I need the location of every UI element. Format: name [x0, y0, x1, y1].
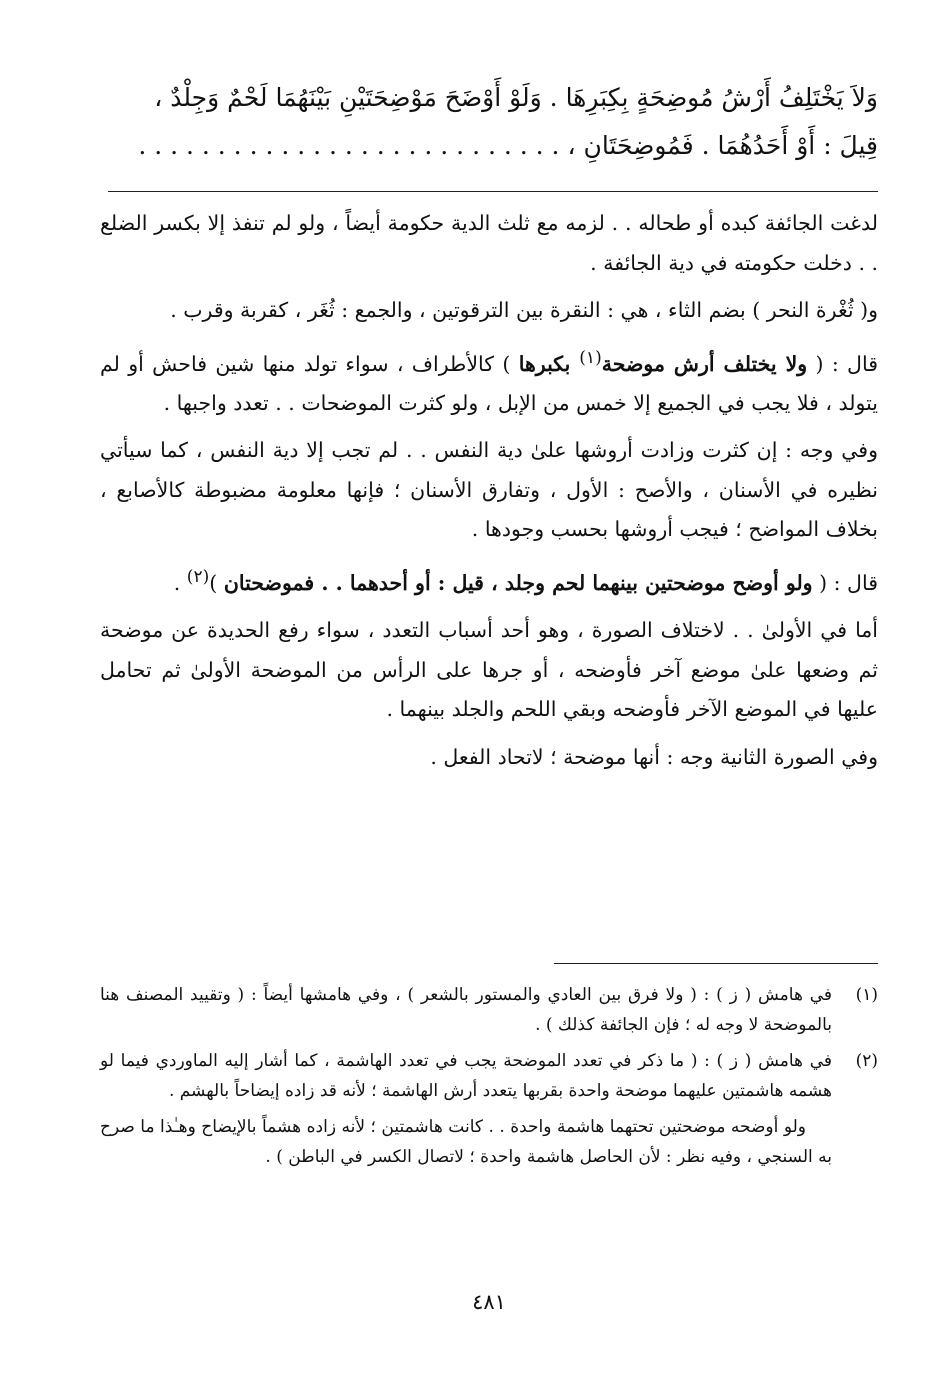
- footnote-number: (٢): [855, 1051, 878, 1071]
- matn-line-2: قِيلَ : أَوْ أَحَدُهُمَا . فَمُوضِحَتَانِ ، . . . . . . . . . . . . . . . . . . . . . . . . . . .: [138, 131, 878, 160]
- paragraph-3-rest: ) كالأطراف ، سواء تولد منها شين فاحش أو لم يتولد ، فلا يجب في الجميع إلا خمس من الإبل ، ولو كثرت الموضحات . . تعدد واجبها .: [100, 351, 878, 415]
- footnote-number: (١): [855, 985, 878, 1005]
- matn-text: [100, 74, 878, 170]
- quote-close: ): [209, 570, 224, 595]
- footnote-text: في هامش ( ز ) : ( ما ذكر في تعدد الموضحة يجب في تعدد الهاشمة ، كما أشار إليه الماوردي فيما لو هشمه هاشمتين عليهما موضحة واحدة بقربها يتعدد أرش الهاشمة ؛ لأنه قد زاده إيضاحاً بالهشم .: [100, 1051, 832, 1101]
- paragraph-5: [100, 558, 878, 603]
- footnote-ref-1[interactable]: (١): [579, 347, 602, 368]
- paragraph-7: وفي الصورة الثانية وجه : أنها موضحة ؛ لاتحاد الفعل .: [430, 744, 878, 769]
- book-page: [100, 0, 878, 1378]
- footnote-separator: [554, 963, 878, 964]
- footnote-2-continued: ولو أوضحه موضحتين تحتهما هاشمة واحدة . . كانت هاشمتين ؛ لأنه زاده هشماً بالإيضاح وهـٰذا ما صرح به السنجي ، وفيه نظر : لأن الحاصل هاشمة واحدة ؛ لاتصال الكسر في الباطن ) .: [100, 1117, 832, 1167]
- paragraph-6: أما في الأولىٰ . . لاختلاف الصورة ، وهو أحد أسباب التعدد ، سواء رفع الحديدة عن موضحة ثم وضعها علىٰ موضع آخر فأوضحه ، أو جرها على الرأس من الموضحة الأولىٰ ثم تحامل عليها في الموضع الآخر فأوضحه وبقي اللحم والجلد بينهما .: [100, 618, 878, 722]
- paragraph-4: وفي وجه : إن كثرت وزادت أروشها علىٰ دية النفس . . لم تجب إلا دية النفس ، كما سيأتي نظيره في الأسنان ، والأصح : الأول ، وتفارق الأسنان ؛ فإنها معلومة مضبوطة كالأصابع ، بخلاف المواضح ؛ فيجب أروشها بحسب وجودها .: [100, 438, 878, 542]
- footnote-text: في هامش ( ز ) : ( ولا فرق بين العادي والمستور بالشعر ) ، وفي هامشها أيضاً : ( وتقييد المصنف هنا بالموضحة لا وجه له ؛ فإن الجائفة كذلك ) .: [100, 985, 832, 1035]
- paragraph-2: و( ثُغْرة النحر ) بضم الثاء ، هي : النقرة بين الترقوتين ، والجمع : ثُغَر ، كقربة وقرب .: [170, 298, 878, 322]
- quoted-matn: ولو أوضح موضحتين بينهما لحم وجلد ، قيل : أو أحدهما . . فموضحتان: [223, 570, 813, 595]
- matn-line-1: وَلاَ يَخْتَلِفُ أَرْشُ مُوضِحَةٍ بِكِبَرِهَا . وَلَوْ أَوْضَحَ مَوْضِحَتَيْنِ بَيْنَهُمَا لَحْمٌ وَجِلْدٌ ،: [154, 83, 878, 112]
- quote-lead: قال : (: [812, 570, 878, 595]
- commentary-text: [100, 204, 878, 785]
- quoted-matn-cont: بكبرها: [518, 351, 580, 376]
- paragraph-1: لدغت الجائفة كبده أو طحاله . . لزمه مع ثلث الدية حكومة أيضاً ، ولو لم تنفذ إلا بكسر الضلع . . دخلت حكومته في دية الجائفة .: [100, 211, 878, 275]
- quoted-matn: ولا يختلف أرش موضحة: [601, 351, 808, 376]
- page-number: ٤٨١: [472, 1290, 506, 1314]
- quote-end: .: [173, 570, 187, 595]
- quote-lead: قال : (: [807, 351, 878, 376]
- footnote-ref-2[interactable]: (٢): [186, 566, 210, 587]
- footnotes: [100, 980, 878, 1178]
- paragraph-3: [100, 339, 878, 424]
- footnote-1: [100, 980, 878, 1040]
- footnote-2: [100, 1046, 878, 1106]
- matn-separator: [108, 191, 878, 192]
